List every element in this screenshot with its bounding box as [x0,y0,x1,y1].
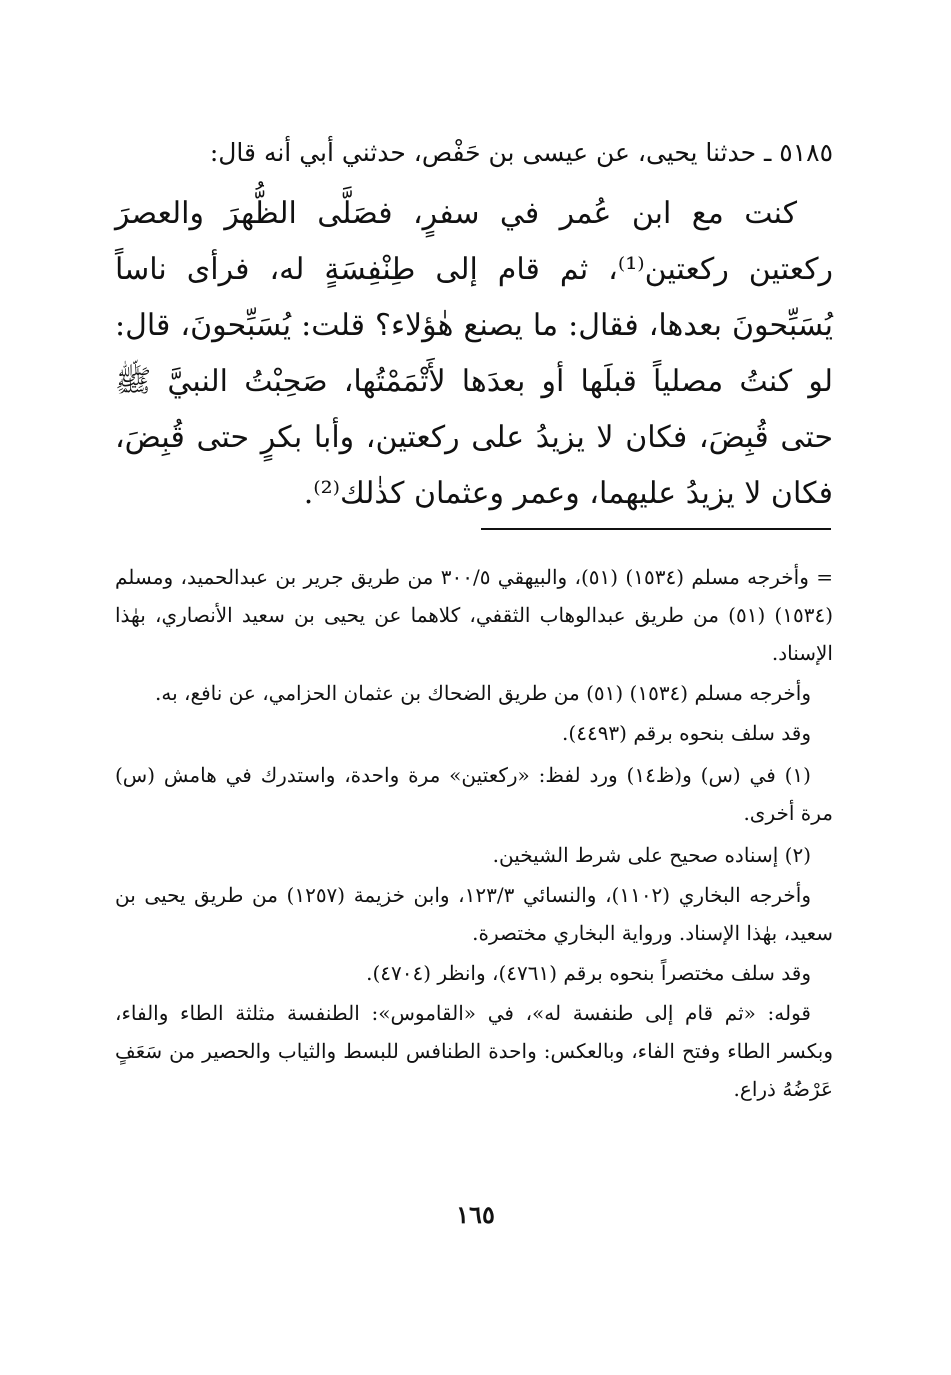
hadith-main-text [115,128,833,522]
hadith-body: كنت مع ابن عُمر في سفرٍ، فصَلَّى الظُّهرَ والعصرَ ركعتين ركعتين⁽¹⁾، ثم قام إلى طِنْفِسَةٍ له، فرأى ناساً يُسَبِّحونَ بعدها، فقال: ما يصنع هٰؤلاء؟ قلت: يُسَبِّحونَ، قال: لو كنتُ مصلياً قبلَها أو بعدَها لأَتْمَمْتُها، صَحِبْتُ النبيَّ ﷺ حتى قُبِضَ، فكان لا يزيدُ على ركعتين، وأبا بكرٍ حتى قُبِضَ، فكان لا يزيدُ عليهما، وعمر وعثمان كذٰلك⁽²⁾. [115,196,833,511]
page-number: ١٦٥ [456,1200,495,1229]
footnote-paragraph: قوله: «ثم قام إلى طنفسة له»، في «القاموس»: الطنفسة مثلثة الطاء والفاء، وبكسر الطاء وفتح الفاء، وبالعكس: واحدة الطنافس للبسط والثياب والحصير من سَعَفٍ عَرْضُهُ ذراع. [115,1001,833,1101]
hadith-heading: ٥١٨٥ ـ حدثنا يحيى، عن عيسى بن حَفْص، حدثني أبي أنه قال: [209,138,833,167]
footnote-1: (١) في (س) و(ظ١٤) ورد لفظ: «ركعتين» مرة واحدة، واستدرك في هامش (س) مرة أخرى. [115,763,833,825]
footnotes-section [115,558,833,1110]
footnote-continuation: = وأخرجه مسلم (١٥٣٤) (٥١)، والبيهقي ٣٠٠/٥ من طريق جرير بن عبدالحميد، ومسلم (١٥٣٤) (٥١) من طريق عبدالوهاب الثقفي، كلاهما عن يحيى بن سعيد الأنصاري، بهٰذا الإسناد. [115,565,833,665]
footnote-paragraph: وقد سلف مختصراً بنحوه برقم (٤٧٦١)، وانظر (٤٧٠٤). [366,961,811,985]
footnote-separator [481,528,831,530]
footnote-paragraph: وأخرجه البخاري (١١٠٢)، والنسائي ١٢٣/٣، وابن خزيمة (١٢٥٧) من طريق يحيى بن سعيد، بهٰذا الإسناد. ورواية البخاري مختصرة. [115,883,833,945]
footnote-2: (٢) إسناده صحيح على شرط الشيخين. [492,843,811,867]
footnote-paragraph: وأخرجه مسلم (١٥٣٤) (٥١) من طريق الضحاك بن عثمان الحزامي، عن نافع، به. [155,681,811,705]
footnote-paragraph: وقد سلف بنحوه برقم (٤٤٩٣). [562,721,811,745]
